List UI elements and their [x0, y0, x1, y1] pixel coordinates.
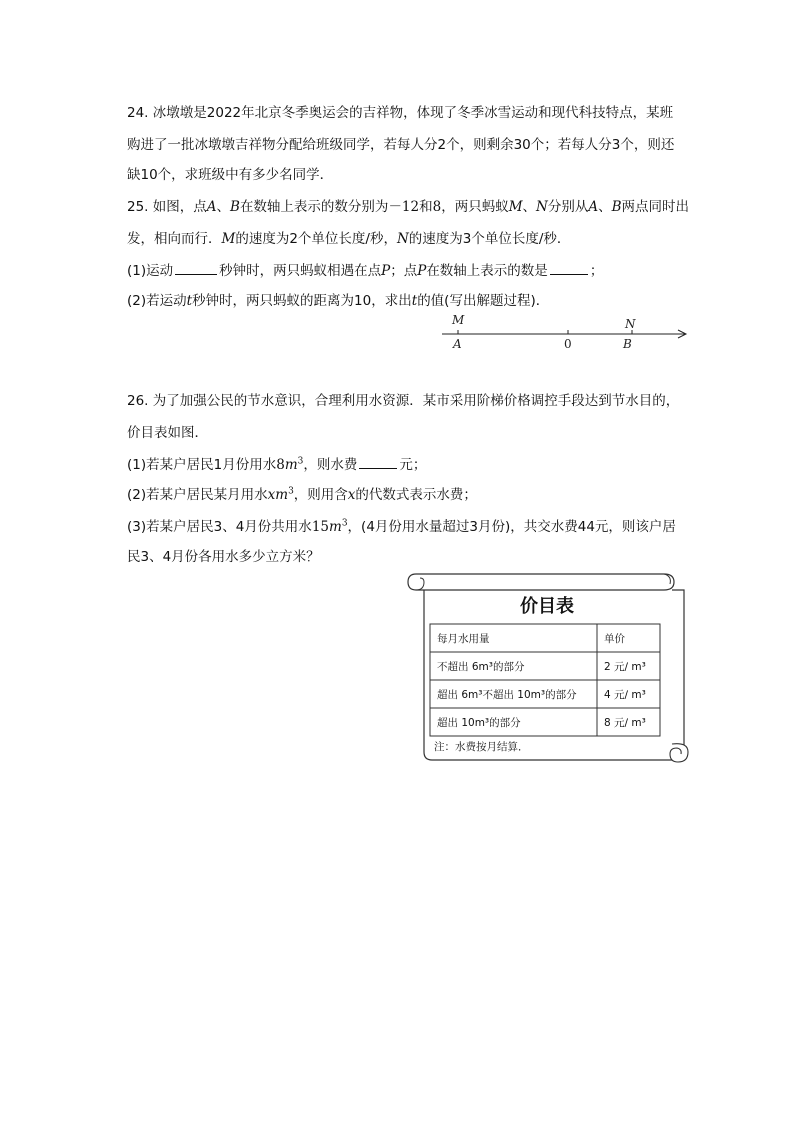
q25-text: 和: [419, 199, 433, 215]
q26-part3-text: ，(4月份用水量超过3月份)，共交水费44元，则该户居: [347, 519, 676, 535]
ant-m-symbol: M: [508, 199, 523, 215]
q25-part1-text: ；点: [390, 263, 418, 279]
q24-line-3: 缺10个，求班级中有多少名同学．: [127, 167, 334, 183]
ant-m-symbol: M: [221, 231, 236, 247]
unit-exponent: 3: [341, 518, 348, 529]
q26-part-3: [127, 518, 676, 536]
label-b: B: [623, 337, 632, 351]
value-minus-12: －12: [388, 199, 420, 215]
answer-blank[interactable]: [359, 454, 397, 469]
value-8: 8: [276, 457, 285, 473]
unit-exponent: 3: [297, 456, 304, 467]
q26-part1-text: 元；: [399, 457, 427, 473]
q25-text: 的速度为3个单位长度/秒．: [408, 231, 571, 247]
q25-separator: 、: [522, 199, 537, 215]
q25-text: 的速度为2个单位长度/秒，: [235, 231, 397, 247]
table-cell-usage: 超出 6m³不超出 10m³的部分: [437, 689, 577, 701]
table-cell-price: 4 元∕ m³: [604, 689, 646, 701]
price-table-note: 注：水费按月结算．: [434, 741, 529, 753]
q25-separator: 、: [216, 199, 231, 215]
q25-text: 发，相向而行．: [127, 231, 222, 247]
q25-part-2: [127, 292, 549, 310]
q25-text: 分别从: [547, 199, 589, 215]
variable-t: t: [186, 293, 193, 309]
point-p-symbol: P: [417, 263, 427, 279]
table-cell-usage: 不超出 6m³的部分: [437, 661, 525, 673]
variable-x: x: [267, 487, 276, 503]
q25-part1-text: 秒钟时，两只蚂蚁相遇在点: [219, 263, 382, 279]
label-zero: 0: [564, 337, 572, 351]
label-m: M: [452, 313, 465, 327]
q25-part1-text: ；: [589, 263, 604, 279]
q25-part2-text: (2)若运动: [127, 293, 187, 309]
point-b-symbol: B: [611, 199, 622, 215]
q25-part-1: [127, 260, 603, 280]
ant-n-symbol: N: [536, 199, 548, 215]
point-p-symbol: P: [381, 263, 391, 279]
q26-part2-text: ，则用含: [293, 487, 348, 503]
answer-blank[interactable]: [550, 260, 588, 275]
q26-part-1: [127, 454, 426, 474]
q25-separator: 、: [598, 199, 612, 215]
price-table-scroll: [402, 568, 694, 766]
variable-x: x: [347, 487, 356, 503]
unit-exponent: 3: [288, 486, 294, 497]
point-b-symbol: B: [230, 199, 240, 215]
q25-text: ，两只蚂蚁: [441, 199, 509, 215]
unit-m: m: [329, 519, 342, 535]
q26-line-1: 26. 为了加强公民的节水意识，合理利用水资源．某市采用阶梯价格调控手段达到节水目的，: [127, 393, 680, 409]
q26-part2-text: 的代数式表示水费；: [355, 487, 477, 503]
label-n: N: [625, 317, 636, 331]
q26-part1-text: (1)若某户居民1月份用水: [127, 457, 277, 473]
table-cell-usage: 超出 10m³的部分: [437, 717, 521, 729]
q26-part1-text: ，则水费: [303, 457, 358, 473]
unit-m: m: [275, 487, 289, 503]
point-a-symbol: A: [588, 199, 599, 215]
table-cell-price: 8 元∕ m³: [604, 717, 646, 729]
number-line-figure: [436, 312, 696, 356]
price-table-title: 价目表: [520, 596, 574, 617]
q25-part2-text: 秒钟时，两只蚂蚁的距离为10，求出: [192, 293, 412, 309]
q25-line-1: [127, 198, 689, 216]
q25-part1-text: (1)运动: [127, 263, 174, 279]
value-15: 15: [311, 519, 329, 535]
q26-part-3-cont: 民3、4月份各用水多少立方米？: [127, 549, 320, 565]
q25-text: 在数轴上表示的数分别为: [239, 199, 389, 215]
q26-line-2: 价目表如图．: [127, 425, 208, 441]
q24-line-1: 24. 冰墩墩是2022年北京冬季奥运会的吉祥物，体现了冬季冰雪运动和现代科技特点，某班: [127, 105, 674, 121]
q26-part2-text: (2)若某户居民某月用水: [127, 487, 268, 503]
label-a: A: [453, 337, 462, 351]
answer-blank[interactable]: [175, 260, 217, 275]
q25-part1-text: 在数轴上表示的数是: [426, 263, 548, 279]
q26-part-2: [127, 486, 477, 504]
table-header-usage: 每月水用量: [437, 633, 490, 645]
q25-part2-text: 的值(写出解题过程)．: [417, 293, 550, 309]
unit-m: m: [284, 457, 298, 473]
variable-t: t: [411, 293, 418, 309]
point-a-symbol: A: [206, 199, 217, 215]
q25-line-2: [127, 230, 570, 248]
q24-line-2: 购进了一批冰墩墩吉祥物分配给班级同学，若每人分2个，则剩余30个；若每人分3个，则还: [127, 137, 675, 153]
table-cell-price: 2 元∕ m³: [604, 661, 646, 673]
q26-part3-text: (3)若某户居民3、4月份共用水: [127, 519, 312, 535]
ant-n-symbol: N: [396, 231, 409, 247]
q25-text: 25. 如图，点: [127, 199, 207, 215]
table-header-price: 单价: [604, 633, 625, 645]
scroll-top-roll: [408, 574, 674, 590]
q25-text: 两点同时出: [621, 199, 690, 215]
value-8: 8: [432, 199, 442, 215]
